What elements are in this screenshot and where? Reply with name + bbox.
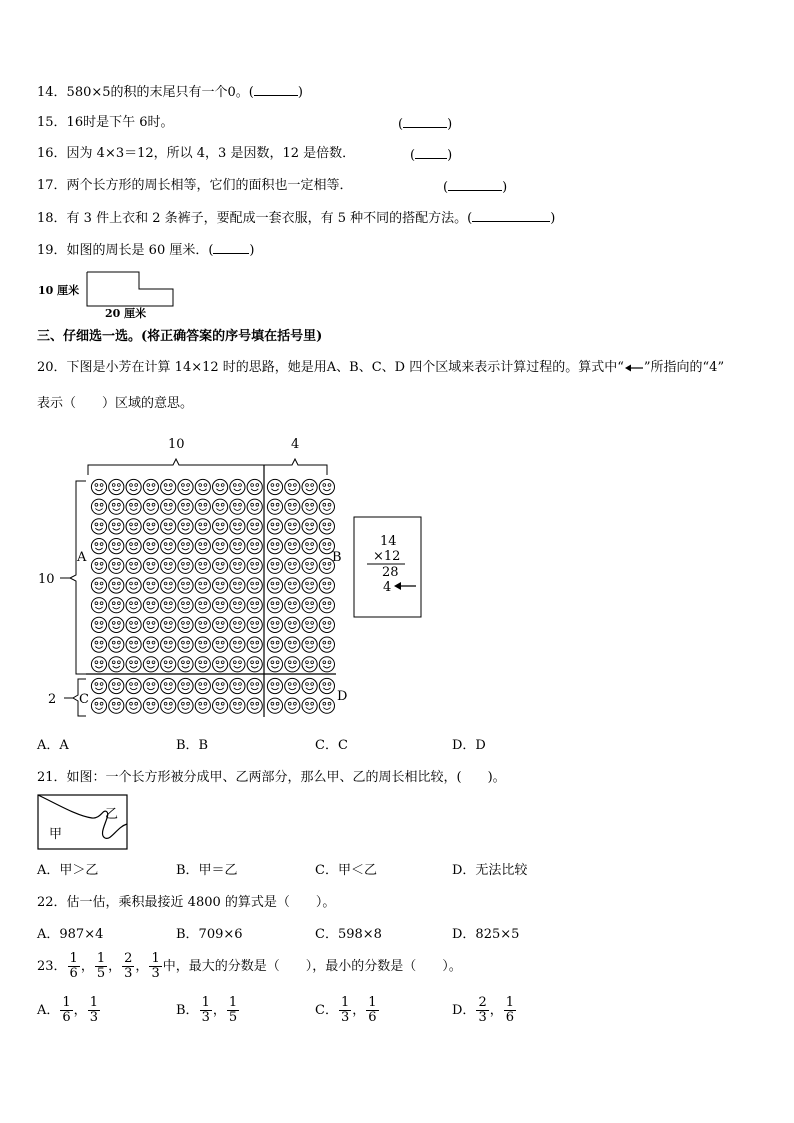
smiley-face-icon <box>195 479 210 494</box>
answer-blank-16[interactable] <box>415 145 447 159</box>
figure-19-height-label: 10 厘米 <box>38 284 80 297</box>
calc-arrow-icon <box>394 582 416 590</box>
smiley-face-icon <box>126 558 141 573</box>
smiley-face-icon <box>247 617 262 632</box>
q20-option-d[interactable]: D．D <box>452 738 486 753</box>
smiley-face-icon <box>109 499 124 514</box>
smiley-face-icon <box>230 617 245 632</box>
smiley-face-icon <box>109 678 124 693</box>
q23-option-d[interactable]: D． $\frac{2}{3}$ ， $\frac{1}{6}$ <box>452 995 515 1025</box>
smiley-face-icon <box>195 578 210 593</box>
smiley-face-icon <box>143 698 158 713</box>
smiley-face-icon <box>302 578 317 593</box>
smiley-face-icon <box>143 499 158 514</box>
smiley-face-icon <box>302 479 317 494</box>
q20-option-b[interactable]: B．B <box>176 738 209 753</box>
smiley-face-icon <box>302 678 317 693</box>
smiley-face-icon <box>109 539 124 554</box>
smiley-face-icon <box>302 499 317 514</box>
smiley-face-icon <box>213 617 228 632</box>
smiley-face-icon <box>178 539 193 554</box>
top-brace-4 <box>264 459 327 475</box>
smiley-face-icon <box>285 617 300 632</box>
smiley-face-icon <box>143 617 158 632</box>
q20-option-a[interactable]: A．A <box>37 738 69 753</box>
smiley-face-icon <box>143 637 158 652</box>
q22-option-b[interactable]: B．709×6 <box>176 927 243 942</box>
left-arrow-icon <box>624 363 644 373</box>
smiley-face-icon <box>195 499 210 514</box>
top-label-10: 10 <box>168 437 185 452</box>
smiley-face-icon <box>126 519 141 534</box>
region-label-d: D <box>337 689 348 704</box>
smiley-face-icon <box>91 499 106 514</box>
smiley-face-icon <box>109 657 124 672</box>
smiley-face-icon <box>213 499 228 514</box>
smiley-face-icon <box>319 617 334 632</box>
smiley-face-icon <box>285 657 300 672</box>
smiley-face-icon <box>267 617 282 632</box>
smiley-face-icon <box>126 479 141 494</box>
smiley-face-icon <box>195 657 210 672</box>
calc-line-3: 28 <box>382 565 399 580</box>
question-21: 21．如图：一个长方形被分成甲、乙两部分，那么甲、乙的周长相比较，( )。 <box>37 770 506 785</box>
smiley-face-icon <box>267 678 282 693</box>
fraction: $\frac{1}{3}$ <box>151 951 160 981</box>
smiley-face-icon <box>319 598 334 613</box>
smiley-face-icon <box>230 558 245 573</box>
q23-option-c[interactable]: C． $\frac{1}{3}$ ， $\frac{1}{6}$ <box>315 995 377 1025</box>
smiley-face-icon <box>109 578 124 593</box>
smiley-face-icon <box>161 519 176 534</box>
smiley-face-icon <box>126 578 141 593</box>
smiley-face-icon <box>109 617 124 632</box>
smiley-face-icon <box>302 657 317 672</box>
smiley-face-icon <box>143 657 158 672</box>
answer-blank-19[interactable] <box>213 240 249 254</box>
smiley-face-icon <box>178 519 193 534</box>
calc-line-1: 14 <box>380 534 397 549</box>
smiley-face-icon <box>247 558 262 573</box>
smiley-face-icon <box>247 637 262 652</box>
smiley-face-icon <box>230 499 245 514</box>
figure-19-width-label: 20 厘米 <box>105 307 147 320</box>
question-19: 19．如图的周长是 60 厘米．( ) <box>37 240 255 260</box>
smiley-face-icon <box>230 578 245 593</box>
smiley-face-icon <box>213 519 228 534</box>
smiley-face-icon <box>143 479 158 494</box>
fraction: $\frac{1}{5}$ <box>96 951 106 981</box>
region-label-b: B <box>332 550 342 565</box>
smiley-face-icon <box>319 519 334 534</box>
smiley-face-icon <box>91 657 106 672</box>
answer-blank-18[interactable] <box>472 208 550 222</box>
smiley-face-icon <box>161 558 176 573</box>
smiley-face-icon <box>267 519 282 534</box>
figure-20-smiley-grid <box>0 425 794 725</box>
smiley-face-icon <box>267 499 282 514</box>
smiley-face-icon <box>285 678 300 693</box>
fraction: $\frac{2}{3}$ <box>124 951 133 981</box>
smiley-face-icon <box>109 598 124 613</box>
smiley-face-icon <box>143 558 158 573</box>
smiley-face-icon <box>161 678 176 693</box>
smiley-face-icon <box>109 479 124 494</box>
smiley-face-icon <box>126 698 141 713</box>
smiley-face-icon <box>267 479 282 494</box>
q21-option-a[interactable]: A．甲＞乙 <box>37 863 99 878</box>
q23-option-b[interactable]: B． $\frac{1}{3}$ ， $\frac{1}{5}$ <box>176 995 238 1025</box>
q22-option-c[interactable]: C．598×8 <box>315 927 382 942</box>
smiley-face-icon <box>91 617 106 632</box>
smiley-face-icon <box>195 698 210 713</box>
smiley-face-icon <box>285 578 300 593</box>
section-3-heading: 三、仔细选一选。(将正确答案的序号填在括号里) <box>37 329 323 344</box>
smiley-face-icon <box>126 637 141 652</box>
smiley-face-icon <box>195 539 210 554</box>
answer-blank-15[interactable] <box>403 114 447 128</box>
smiley-face-icon <box>213 539 228 554</box>
left-label-10: 10 <box>38 572 55 587</box>
smiley-face-icon <box>213 558 228 573</box>
smiley-face-icon <box>267 558 282 573</box>
smiley-face-icon <box>109 519 124 534</box>
smiley-face-icon <box>285 598 300 613</box>
smiley-face-icon <box>195 637 210 652</box>
q21-option-d[interactable]: D．无法比较 <box>452 863 528 878</box>
smiley-face-icon <box>230 637 245 652</box>
q23-option-a[interactable]: A． $\frac{1}{6}$ ， $\frac{1}{3}$ <box>37 995 98 1025</box>
smiley-face-icon <box>267 657 282 672</box>
smiley-face-icon <box>126 598 141 613</box>
smiley-face-icon <box>91 698 106 713</box>
answer-bracket-17: ( ) <box>443 177 507 197</box>
answer-blank-17[interactable] <box>448 177 502 191</box>
smiley-face-icon <box>285 519 300 534</box>
smiley-face-icon <box>178 598 193 613</box>
smiley-face-icon <box>213 678 228 693</box>
smiley-face-icon <box>247 698 262 713</box>
smiley-face-icon <box>285 558 300 573</box>
smiley-face-icon <box>319 479 334 494</box>
question-20-line1: 20．下图是小芳在计算 14×12 时的思路，她是用A、B、C、D 四个区域来表示计算过程的。算式中“ ”所指向的“4” <box>37 360 725 375</box>
smiley-face-icon <box>285 698 300 713</box>
smiley-face-icon <box>109 698 124 713</box>
smiley-face-icon <box>247 657 262 672</box>
smiley-face-icon <box>213 657 228 672</box>
smiley-face-icon <box>230 539 245 554</box>
smiley-face-icon <box>302 598 317 613</box>
smiley-face-icon <box>143 598 158 613</box>
smiley-face-icon <box>178 698 193 713</box>
smiley-face-icon <box>91 539 106 554</box>
smiley-face-icon <box>161 479 176 494</box>
smiley-face-icon <box>91 598 106 613</box>
smiley-face-icon <box>302 637 317 652</box>
smiley-face-icon <box>109 558 124 573</box>
answer-blank-14[interactable] <box>254 82 298 96</box>
smiley-face-icon <box>126 539 141 554</box>
smiley-face-icon <box>302 698 317 713</box>
question-22: 22．估一估，乘积最接近 4800 的算式是（ ）。 <box>37 895 336 910</box>
left-label-2: 2 <box>48 692 57 707</box>
smiley-face-icon <box>91 637 106 652</box>
smiley-face-icon <box>247 479 262 494</box>
smiley-face-icon <box>91 678 106 693</box>
region-label-a: A <box>77 550 87 565</box>
smiley-face-icon <box>178 657 193 672</box>
smiley-face-icon <box>302 519 317 534</box>
q22-option-a[interactable]: A．987×4 <box>37 927 104 942</box>
smiley-face-icon <box>161 698 176 713</box>
smiley-face-icon <box>285 539 300 554</box>
question-17: 17．两个长方形的周长相等，它们的面积也一定相等． <box>37 178 353 193</box>
smiley-face-icon <box>161 578 176 593</box>
smiley-face-icon <box>247 499 262 514</box>
smiley-face-icon <box>230 598 245 613</box>
smiley-face-icon <box>126 678 141 693</box>
figure-21-divided-rectangle <box>37 794 131 852</box>
calc-line-4: 4 <box>383 580 392 595</box>
smiley-face-icon <box>213 637 228 652</box>
question-23: 23． $\frac{1}{6}$ ， $\frac{1}{5}$ ， $\frac{2}{3}$ ， $\frac{1}{3}$ 中，最大的分数是（ ），最小的分数是（ ）。 <box>37 951 462 981</box>
smiley-face-icon <box>319 499 334 514</box>
smiley-face-icon <box>195 678 210 693</box>
label-jia: 甲 <box>49 827 63 842</box>
smiley-face-icon <box>126 657 141 672</box>
smiley-face-icon <box>319 578 334 593</box>
smiley-face-icon <box>319 678 334 693</box>
top-label-4: 4 <box>291 437 300 452</box>
smiley-face-icon <box>213 578 228 593</box>
smiley-face-icon <box>178 558 193 573</box>
smiley-face-icon <box>285 499 300 514</box>
question-16: 16．因为 4×3＝12，所以 4，3 是因数，12 是倍数． <box>37 146 356 161</box>
region-label-c: C <box>79 692 89 707</box>
q21-option-c[interactable]: C．甲＜乙 <box>315 863 377 878</box>
question-18: 18．有 3 件上衣和 2 条裤子，要配成一套衣服，有 5 种不同的搭配方法。( ) <box>37 208 555 228</box>
smiley-face-icon <box>285 479 300 494</box>
smiley-face-icon <box>91 578 106 593</box>
calc-line-2: ×12 <box>373 549 401 564</box>
smiley-face-icon <box>247 578 262 593</box>
smiley-face-icon <box>143 578 158 593</box>
smiley-face-icon <box>302 617 317 632</box>
smiley-face-icon <box>247 678 262 693</box>
smiley-face-icon <box>161 539 176 554</box>
smiley-face-icon <box>247 519 262 534</box>
smiley-face-icon <box>109 637 124 652</box>
label-yi: 乙 <box>105 807 119 822</box>
smiley-face-icon <box>319 698 334 713</box>
smiley-face-icon <box>161 598 176 613</box>
q21-option-b[interactable]: B．甲＝乙 <box>176 863 238 878</box>
smiley-faces <box>91 479 334 713</box>
smiley-face-icon <box>91 558 106 573</box>
smiley-face-icon <box>178 637 193 652</box>
smiley-face-icon <box>319 637 334 652</box>
smiley-face-icon <box>230 479 245 494</box>
left-brace-10 <box>70 481 86 674</box>
smiley-face-icon <box>161 657 176 672</box>
smiley-face-icon <box>126 499 141 514</box>
smiley-face-icon <box>213 479 228 494</box>
smiley-face-icon <box>126 617 141 632</box>
smiley-face-icon <box>230 698 245 713</box>
smiley-face-icon <box>143 539 158 554</box>
smiley-face-icon <box>178 678 193 693</box>
smiley-face-icon <box>267 539 282 554</box>
question-20-line2: 表示（ ）区域的意思。 <box>37 396 194 411</box>
smiley-face-icon <box>285 637 300 652</box>
smiley-face-icon <box>178 578 193 593</box>
smiley-face-icon <box>267 637 282 652</box>
smiley-face-icon <box>178 617 193 632</box>
smiley-face-icon <box>195 617 210 632</box>
question-15: 15．16时是下午 6时。 <box>37 115 174 130</box>
smiley-face-icon <box>230 657 245 672</box>
smiley-face-icon <box>195 558 210 573</box>
smiley-face-icon <box>178 479 193 494</box>
smiley-face-icon <box>213 698 228 713</box>
smiley-face-icon <box>319 657 334 672</box>
smiley-face-icon <box>195 598 210 613</box>
answer-bracket-16: ( ) <box>410 145 452 165</box>
smiley-face-icon <box>161 617 176 632</box>
smiley-face-icon <box>91 479 106 494</box>
smiley-face-icon <box>267 578 282 593</box>
figure-19-shape <box>36 268 186 320</box>
smiley-face-icon <box>247 598 262 613</box>
smiley-face-icon <box>267 598 282 613</box>
answer-bracket-15: ( ) <box>398 114 452 134</box>
smiley-face-icon <box>91 519 106 534</box>
smiley-face-icon <box>267 698 282 713</box>
smiley-face-icon <box>247 539 262 554</box>
smiley-face-icon <box>302 558 317 573</box>
smiley-face-icon <box>213 598 228 613</box>
fraction: $\frac{1}{6}$ <box>69 951 78 981</box>
question-14: 14．580×5的积的末尾只有一个0。( ) <box>37 82 303 102</box>
smiley-face-icon <box>195 519 210 534</box>
smiley-face-icon <box>178 499 193 514</box>
smiley-face-icon <box>230 678 245 693</box>
smiley-face-icon <box>302 539 317 554</box>
q20-option-c[interactable]: C．C <box>315 738 348 753</box>
smiley-face-icon <box>161 499 176 514</box>
smiley-face-icon <box>161 637 176 652</box>
top-brace-10 <box>88 459 264 475</box>
q22-option-d[interactable]: D．825×5 <box>452 927 520 942</box>
smiley-face-icon <box>143 678 158 693</box>
smiley-face-icon <box>230 519 245 534</box>
smiley-face-icon <box>143 519 158 534</box>
